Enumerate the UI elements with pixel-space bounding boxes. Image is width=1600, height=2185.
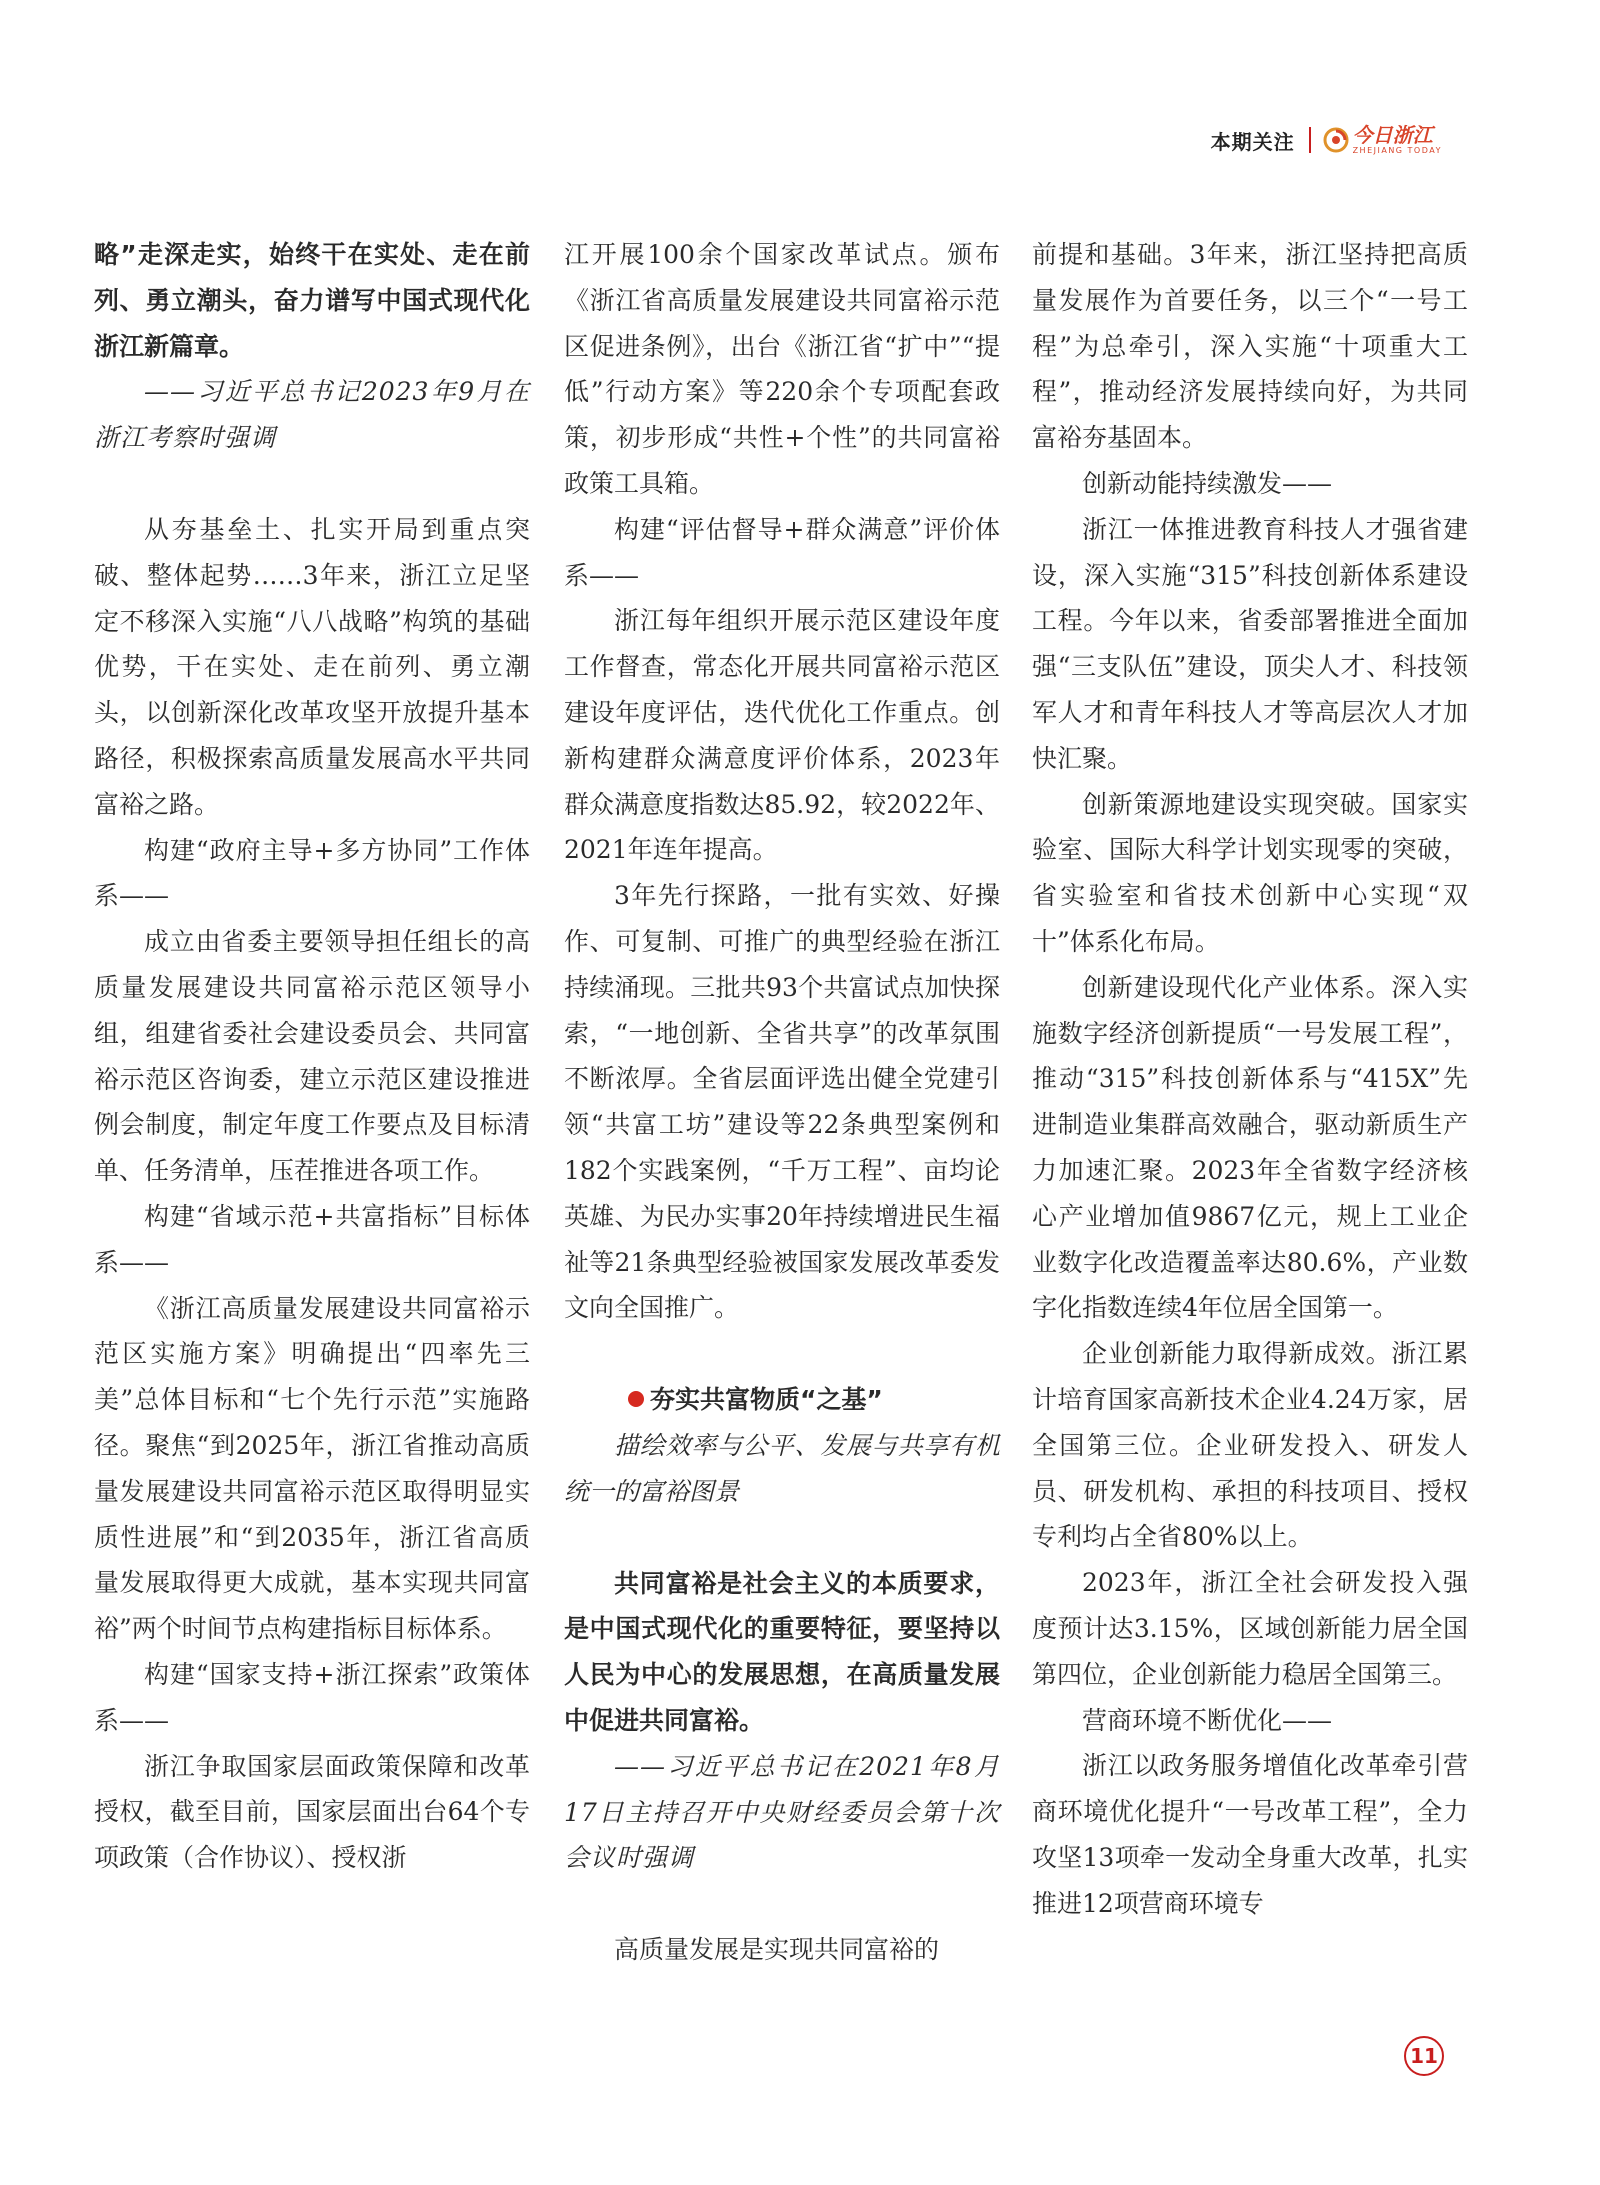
spacer	[94, 461, 530, 507]
paragraph: 2023年，浙江全社会研发投入强度预计达3.15%，区域创新能力居全国第四位，企业创新能力稳居全国第三。	[1032, 1568, 1468, 1689]
paragraph: 前提和基础。3年来，浙江坚持把高质量发展作为首要任务，以三个“一号工程”为总牵引，深入实施“十项重大工程”，推动经济发展持续向好，为共同富裕夯基固本。	[1032, 240, 1468, 453]
subsection-label: 营商环境不断优化——	[1082, 1705, 1333, 1735]
logo-chinese-text: 今日浙江	[1352, 123, 1433, 147]
logo-swirl-icon	[1323, 127, 1349, 153]
bullet-dot-icon	[628, 1391, 644, 1407]
paragraph: 创新建设现代化产业体系。深入实施数字经济创新提质“一号发展工程”，推动“315”科技创新体系与“415X”先进制造业集群高效融合，驱动新质生产力加速汇聚。2023年全省数字经济核心产业增加值9867亿元，规上工业企业数字化改造覆盖率达80.6%，产业数字化指数连续4年位居全国第一。	[1032, 972, 1468, 1323]
paragraph: 成立由省委主要领导担任组长的高质量发展建设共同富裕示范区领导小组，组建省委社会建设委员会、共同富裕示范区咨询委，建立示范区建设推进例会制度，制定年度工作要点及目标清单、任务清单，压茬推进各项工作。	[94, 927, 530, 1186]
subsection-label: 构建“评估督导+群众满意”评价体系——	[564, 514, 1000, 590]
subsection-label: 创新动能持续激发——	[1082, 468, 1333, 498]
paragraph: 浙江争取国家层面政策保障和改革授权，截至目前，国家层面出台64个专项政策（合作协议）、授权浙	[94, 1751, 530, 1873]
magazine-logo	[1323, 124, 1442, 156]
column-middle	[564, 232, 1000, 1973]
paragraph: 企业创新能力取得新成效。浙江累计培育国家高新技术企业4.24万家，居全国第三位。企业研发投入、研发人员、研发机构、承担的科技项目、授权专利均占全省80%以上。	[1032, 1339, 1468, 1552]
paragraph: 江开展100余个国家改革试点。颁布《浙江省高质量发展建设共同富裕示范区促进条例》，出台《浙江省“扩中”“提低”行动方案》等220余个专项配套政策，初步形成“共性+个性”的共同富裕政策工具箱。	[564, 240, 1000, 498]
paragraph: 高质量发展是实现共同富裕的	[614, 1935, 940, 1965]
paragraph: 浙江以政务服务增值化改革牵引营商环境优化提升“一号改革工程”，全力攻坚13项牵一发动全身重大改革，扎实推进12项营商环境专	[1032, 1751, 1468, 1918]
section-subheading: 描绘效率与公平、发展与共享有机统一的富裕图景	[564, 1430, 1000, 1506]
paragraph: 《浙江高质量发展建设共同富裕示范区实施方案》明确提出“四率先三美”总体目标和“七个先行示范”实施路径。聚焦“到2025年，浙江省推动高质量发展建设共同富裕示范区取得明显实质性进展”和“到2035年，浙江省高质量发展取得更大成就，基本实现共同富裕”两个时间节点构建指标目标体系。	[94, 1293, 530, 1644]
quote-attribution: ——习近平总书记在2021年8月17日主持召开中央财经委员会第十次会议时强调	[564, 1751, 1000, 1873]
quote-attribution: ——习近平总书记2023年9月在浙江考察时强调	[94, 377, 530, 453]
quote-text: 略”走深走实，始终干在实处、走在前列、勇立潮头，奋力谱写中国式现代化浙江新篇章。	[94, 240, 530, 361]
section-heading	[564, 1377, 1000, 1423]
quote-text: 共同富裕是社会主义的本质要求，是中国式现代化的重要特征，要坚持以人民为中心的发展思想，在高质量发展中促进共同富裕。	[564, 1568, 1000, 1735]
paragraph: 浙江每年组织开展示范区建设年度工作督查，常态化开展共同富裕示范区建设年度评估，迭代优化工作重点。创新构建群众满意度评价体系，2023年群众满意度指数达85.92，较2022年、2021年连年提高。	[564, 606, 1000, 865]
spacer	[564, 1881, 1000, 1927]
page-number: 11	[1404, 2036, 1444, 2076]
header-divider	[1309, 127, 1311, 153]
page-header	[1211, 118, 1442, 162]
subsection-label: 构建“省域示范+共富指标”目标体系——	[94, 1201, 530, 1277]
section-heading-text: 夯实共富物质“之基”	[650, 1385, 883, 1415]
subsection-label: 构建“国家支持+浙江探索”政策体系——	[94, 1659, 530, 1735]
paragraph: 浙江一体推进教育科技人才强省建设，深入实施“315”科技创新体系建设工程。今年以来，省委部署推进全面加强“三支队伍”建设，顶尖人才、科技领军人才和青年科技人才等高层次人才加快汇聚。	[1032, 514, 1468, 773]
column-left	[94, 232, 530, 1881]
logo-english-text: ZHEJIANG TODAY	[1352, 146, 1442, 155]
paragraph: 3年先行探路，一批有实效、好操作、可复制、可推广的典型经验在浙江持续涌现。三批共93个共富试点加快探索，“一地创新、全省共享”的改革氛围不断浓厚。全省层面评选出健全党建引领“共富工坊”建设等22条典型案例和182个实践案例，“千万工程”、亩均论英雄、为民办实事20年持续增进民生福祉等21条典型经验被国家发展改革委发文向全国推广。	[564, 881, 1000, 1323]
spacer	[564, 1331, 1000, 1377]
spacer	[564, 1515, 1000, 1561]
section-title: 本期关注	[1210, 129, 1295, 154]
paragraph: 创新策源地建设实现突破。国家实验室、国际大科学计划实现零的突破，省实验室和省技术创新中心实现“双十”体系化布局。	[1032, 789, 1468, 956]
paragraph: 从夯基垒土、扎实开局到重点突破、整体起势……3年来，浙江立足坚定不移深入实施“八八战略”构筑的基础优势，干在实处、走在前列、勇立潮头，以创新深化改革攻坚开放提升基本路径，积极探索高质量发展高水平共同富裕之路。	[94, 514, 530, 819]
subsection-label: 构建“政府主导+多方协同”工作体系——	[94, 835, 530, 911]
column-right	[1032, 232, 1468, 1926]
